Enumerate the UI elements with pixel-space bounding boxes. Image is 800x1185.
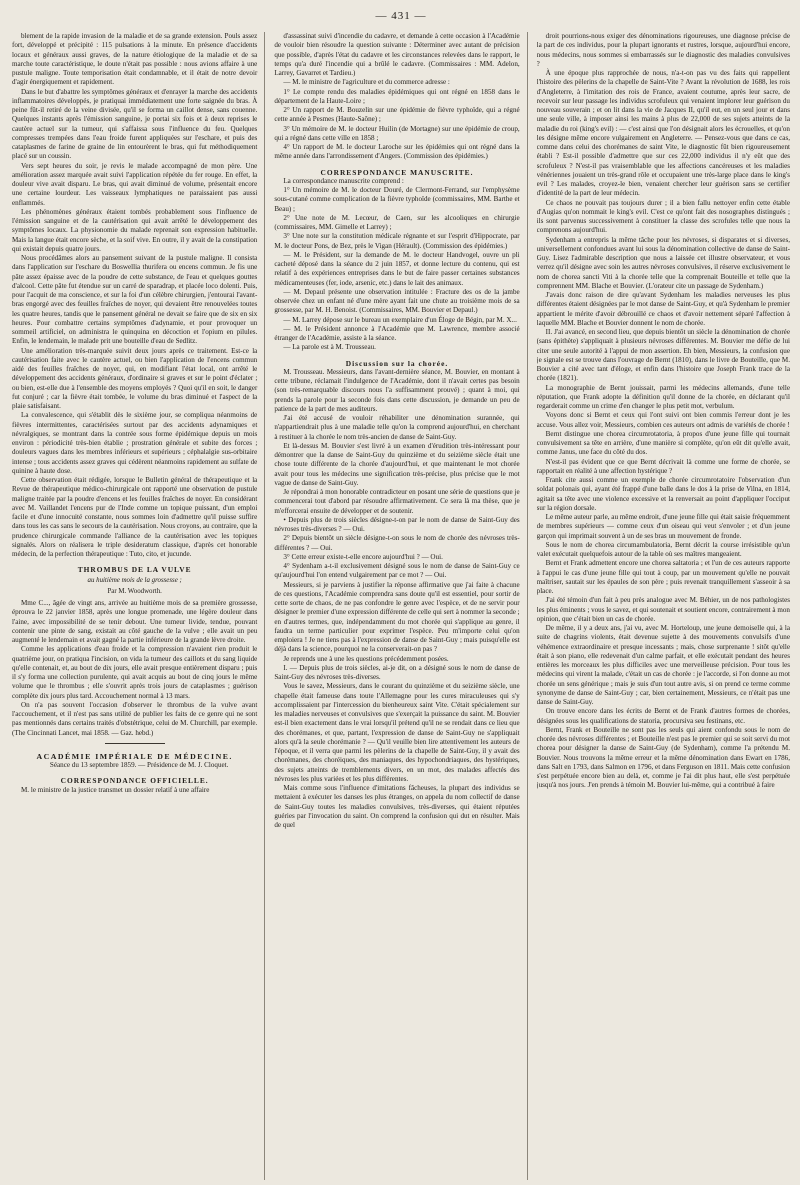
paragraph: 1° Un mémoire de M. le docteur Douré, de Clermont-Ferrand, sur l'emphysème sous-cutané comme complication de la fièvre typhoïde (commissaires, MM. Barthe et Beau) ; [274, 186, 520, 213]
paragraph: 3° Cette erreur existe-t-elle encore aujourd'hui ? — Oui. [283, 552, 443, 561]
paragraph: Je reprends une à une les questions précédemment posées. [283, 654, 449, 663]
paragraph: Vous le savez, Messieurs, dans le courant du quinzième et du seizième siècle, une chapelle était fameuse dans toute l'Allemagne pour les cures miraculeuses qui s'y accomplissaient par l'intercession du bienheureux saint Vite. C'était spécialement sur les maladies nerveuses et convulsives que s'exerçait la puissance du saint. M. Bouvier est-il bien exactement dans le vrai lorsqu'il prétend qu'il ne se rendait dans ce lieu que des chorémanes, et que, partant, l'expression de danse de Saint-Guy ne s'appliquait alors qu'à la seule chorémanie ? — Qu'il veuille bien lire attentivement les auteurs de l'époque, et il verra que parmi les pèlerins de la chapelle de Saint-Guy, il y avait des chorémanes, des choréiques, des maniaques, des hypochondriaques, des hystériques, des sujets atteints de tremblements divers, en un mot, des malades affectés des névroses les plus variées et les plus différentes. [274, 682, 520, 783]
paragraph: Dans le but d'abattre les symptômes généraux et d'enrayer la marche des accidents inflammatoires développés, je pratiquai immédiatement une forte saignée du bras. À peine fût-il retiré de la veine divisée, qu'il se forma un caillot dense, sans couenne. Quelques instants après l'émission sanguine, je portai six fois et à deux reprises le cautère actuel sur la tumeur, qui s'affaissa sous l'influence du feu. Quelques compresses trempées dans l'eau froide furent appliquées sur l'eschare, et puis des cataplasmes de farine de graine de lin entourèrent le bras, qui fut méthodiquement placé sur un coussin. [12, 87, 258, 161]
paragraph: Et là-dessus M. Bouvier s'est livré à un examen d'érudition très-intéressant pour démontrer que la danse de Saint-Guy du quinzième et du seizième siècle était une chose toute différente de la chorée d'aujourd'hui, et que maintenant le mot chorée avait pour tous les médecins une signification très-précise, plus précise que le mot vague de danse de Saint-Guy. [274, 441, 520, 487]
paragraph: II. J'ai avancé, en second lieu, que depuis bientôt un siècle la dénomination de chorée (sans épithète) s'appliquait à plusieurs névroses différentes. M. Bouvier me défie de lui citer une seule autorité à l'appui de mon assertion. Eh bien, Messieurs, la confusion que je signale est se trouve dans l'ouvrage de Bernt (1810), dans le livre de Bouteille, que M. Bouvier a cité avec tant d'éloge, et enfin dans l'histoire que Joseph Frank trace de la chorée (1821). [536, 328, 790, 383]
paragraph: À une époque plus rapprochée de nous, n'a-t-on pas vu des faits qui rappellent l'histoire des pèlerins de la chapelle de Saint-Vite ? Avant la révolution de 1688, les rois d'Angleterre, à l'imitation des rois de France, avaient coutume, après leur sacre, de recevoir sur leur passage les individus scrofuleux qui venaient implorer leur guérison du nouveau souverain ; et on lit dans la vie de Jacques II, qu'il eut, en un seul jour et dans une seule ville, à imposer ainsi les mains à plus de 22,000 de ses sujets atteints de la maladie du roi (king's evil) : — c'est ainsi que l'on désignait alors les écrouelles, et qu'on les désigne même encore vulgairement en Angleterre. — Pensez-vous que dans ce cas, comme dans celui des chorémanes de saint Vite, le diagnostic fût bien rigoureusement établi ? Est-il possible d'admettre que sur ces 22,000 individus il n'y eût que des scrofuleux ? N'est-il pas vraisemblable que les affections cancéreuses et les maladies vénériennes jouaient un très-grand rôle et occupaient une très-large place dans le king's evil ? Les malades, croyez-le bien, venaient chercher leur guérison sans se certifier d'identité de la part de leur médecin. [536, 69, 790, 198]
paragraph: Sydenham a entrepris la même tâche pour les névroses, si disparates et si diverses, universellement confondues avant lui sous la dénomination collective de danse de Saint-Guy. Lisez l'admirable description que nous a laissée cet illustre observateur, et vous verrez qu'il désigne avec soin les autres névroses convulsives, il réserve exclusivement le nom de chorea sancti Viti à la chorée telle que la comprenait Bouteille et telle que la comprennent MM. Blache et Bouvier. (L'orateur cite un passage de Sydenham.) [536, 235, 790, 290]
paragraph: Ce chaos ne pouvait pas toujours durer ; il a bien fallu nettoyer enfin cette étable d'Augias qu'on nommait le king's evil. C'est ce qu'ont fait des nosographes distingués ; ils sont parvenus successivement à constituer la classe des scrofules telle que nous la comprenons aujourd'hui. [536, 198, 790, 235]
paragraph: Bernt, Frank et Bouteille ne sont pas les seuls qui aient confondu sous le nom de chorée des névroses différentes ; et Bouteille n'est pas le premier qui se soit servi du mot chorea pour désigner la danse de Saint-Guy (de Sydenham), comme l'a prétendu M. Bouvier. Nous trouvons la même erreur et la même dénomination dans Ewart en 1786, dans Salt en 1793, dans Salmon en 1796, et dans Ferguson en 1811. Mais cette confusion s'est perpétuée encore bien au delà, et, comme je l'ai dit plus haut, elle s'est perpétuée jusqu'à nos jours. J'en prends à témoin M. Bouvier lui-même, qui a contribué à faire [536, 725, 790, 790]
paragraph: 2° Une note de M. Lecœur, de Caen, sur les alcooliques en chirurgie (commissaires, MM. Gimelle et Larrey) ; [274, 213, 520, 231]
paragraph: Vers sept heures du soir, je revis le malade accompagné de mon père. Une amélioration assez marquée avait suivi l'application répétée du fer rouge. En effet, la douleur vive avait disparu. Le bras, qui avait diminué de volume, présentait encore une certaine lourdeur. Les vaisseaux lymphatiques ne paraissaient pas aussi enflammés. [12, 161, 258, 207]
paragraph: d'assassinat suivi d'incendie du cadavre, et demande à cette occasion à l'Académie de vouloir bien résoudre la question suivante : Déterminer avec autant de précision que possible, d'après l'état du cadavre et les circonstances relevées dans le rapport, le temps qu'a duré l'incendie qui a brûlé le cadavre. (Commissaires : MM. Adelon, Larrey, Gavarret et Tardieu.) [274, 32, 520, 77]
paragraph: 4° Un rapport de M. le docteur Laroche sur les épidémies qui ont régné dans la même année dans l'arrondissement d'Angers. (Commission des épidémies.) [274, 143, 520, 161]
paragraph: Nous procédâmes alors au pansement suivant de la pustule maligne. Il consista dans l'application sur l'eschare du Boswellia thurifera ou encens commun. Je fis une pâte assez épaisse avec de la poudre de cette substance, de l'eau et quelques gouttes d'alcool. Cette pâte fut étendue sur un carré de sparadrap, et placée loco dolenti. Puis, pour l'acquit de ma conscience, et sur la foi d'un célèbre chirurgien, j'entourai l'avant-bras engorgé avec des feuilles fraîches de noyer, qui devaient être renouvelées toutes les quatre heures, tandis que le pansement général ne devait se faire que de six en six heures. Pour combattre certains symptômes d'adynamie, et pour provoquer un sommeil artificiel, on administra le quinquina en décoction et l'opium en pilules. Enfin, le lendemain, le malade prit une bouteille d'eau de Sedlitz. [12, 254, 258, 346]
paragraph: — M. Larrey dépose sur le bureau un exemplaire d'un Éloge de Bégin, par M. X... [283, 315, 517, 324]
paragraph: blement de la rapide invasion de la maladie et de sa grande extension. Pouls assez fort, développé et précipité : 115 pulsations à la minute. En présence d'accidents locaux et généraux aussi graves, de la nature étiologique de la maladie et de sa marche toute caractéristique, le doute n'était pas possible : nous avions affaire à une pustule maligne. Toute temporisation était condamnable, et il était de notre devoir d'agir énergiquement et rapidement. [12, 32, 258, 87]
paragraph: J'ai été accusé de vouloir réhabiliter une dénomination surannée, qui n'appartiendrait plus à une maladie telle qu'on la comprend aujourd'hui, en cherchant à restituer à la chorée le nom très-ancien de danse de Saint-Guy. [274, 414, 520, 441]
session-line: Séance du 13 septembre 1859. — Présidence de M. J. Cloquet. [49, 761, 229, 769]
column-3 [537, 32, 790, 1180]
text-columns [12, 32, 790, 1180]
paragraph: La convalescence, qui s'établit dès le sixième jour, se compliqua néanmoins de fièvres intermittentes, caractérisées surtout par des accidents adynamiques et névralgiques, se montrant dans la contrée sous forme épidémique depuis un mois environ : périodicité très-bien établie ; prostration générale et subite des forces ; douleurs vagues dans les membres inférieurs et supérieurs ; céphalalgie sus-orbitaire intense ; tous accidents assez graves qui cédèrent néanmoins rapidement au sulfate de quinine à haute dose. [12, 411, 258, 475]
paragraph: La correspondance manuscrite comprend : [283, 176, 404, 185]
paragraph: De même, il y a deux ans, j'ai vu, avec M. Horteloup, une jeune demoiselle qui, à la suite de chagrins violents, était devenue sujette à des mouvements convulsifs d'une véhémence extraordinaire et presque incessants ; mais, chose surprenante ! sitôt qu'elle était à son piano, elle redevenait d'un calme parfait, et elle exécutait pendant des heures entières les morceaux les plus difficiles avec une merveilleuse précision. Pour tous les médecins qui virent la malade, c'était un cas de chorée : je l'accorde, si l'on donne au mot chorée un sens générique ; mais je suis d'un tout autre avis, si on prend ce terme comme synonyme de danse de Saint-Guy ; car, bien certainement, Messieurs, ce n'était pas une danse de Saint-Guy. [536, 624, 790, 706]
paragraph: Une amélioration très-marquée suivit deux jours après ce traitement. Est-ce la cautérisation faite avec le cautère actuel, ou bien l'application de l'encens commun aidé des feuilles fraîches de noyer, qui, en modifiant l'état local, ont arrêté le développement des accidents généraux, d'ordinaire si graves et sur le point d'éclater ; ou bien, est-elle due à l'ensemble des moyens employés ? Quoi qu'il en soit, le danger fut conjuré ; car la fièvre était tombée, le volume du bras diminué et l'aspect de la plaie satisfaisant. [12, 346, 258, 410]
paragraph: On trouve encore dans les écrits de Bernt et de Frank d'autres formes de chorées, désignées sous les qualifications de statoria, procursiva seu festinans, etc. [536, 707, 790, 725]
paragraph: Mme C..., âgée de vingt ans, arrivée au huitième mois de sa première grossesse, éprouva le 22 janvier 1858, après une longue promenade, une légère douleur dans l'aine, avec impossibilité de se tenir debout. Une tumeur livide, tendue, pouvant contenir une pinte de sang, existait au côté gauche de la vulve ; elle avait un peu augmenté le lendemain et avait gagné la partie inférieure de la grande lèvre droite. [12, 599, 258, 644]
paragraph: J'ai été témoin d'un fait à peu près analogue avec M. Béhier, un de nos pathologistes les plus éminents ; vous le savez, et qui soutenait et soutient encore, contrairement à mon opinion, que c'était bien un cas de chorée. [536, 596, 790, 623]
paragraph: Bernt et Frank admettent encore une chorea saltatoria ; et l'un de ces auteurs rapporte à l'appui le cas d'une jeune fille qui tout à coup, par un mouvement qu'elle ne pouvait maîtriser, sautait sur les épaules de son père ; puis revenait tranquillement s'asseoir à sa place. [536, 559, 790, 595]
section-divider [105, 743, 165, 744]
paragraph: Mais comme sous l'influence d'imitations fâcheuses, la plupart des individus se mettaient à exécuter les danses les plus étranges, on appela du nom collectif de danse de Saint-Guy toutes les maladies convulsives, très-diverses, qui étaient réputées guéries par l'invocation du saint. On comprend la confusion qui dut en résulter. Mais de quel [274, 784, 520, 829]
column-2 [274, 32, 527, 1180]
paragraph: I. — Depuis plus de trois siècles, ai-je dit, on a désigné sous le nom de danse de Saint-Guy des névroses très-diverses. [274, 663, 520, 681]
paragraph: — M. le Président, sur la demande de M. le docteur Handvogel, ouvre un pli cacheté déposé dans la séance du 2 juin 1857, et donne lecture du contenu, qui est relatif à des expériences entreprises dans le but de faire passer certaines substances médicamenteuses (fer, iode, arsenic, etc.) dans le lait des animaux. [274, 250, 520, 287]
paragraph: J'avais donc raison de dire qu'avant Sydenham les maladies nerveuses les plus différentes étaient désignées par le mot danse de Saint-Guy, et qu'à Sydenham le premier appartient le mérite d'avoir débrouillé ce chaos et d'avoir nettement séparé l'affection à laquelle MM. Blache et Bouvier donnent le nom de chorée. [536, 291, 790, 327]
paragraph: Je répondrai à mon honorable contradicteur en posant une série de questions que je commencerai tout d'abord par résoudre affirmativement. Ce sera là ma thèse, que je m'efforcerai ensuite de développer et de soutenir. [274, 488, 520, 515]
paragraph: N'est-il pas évident que ce que Bernt décrivait là comme une forme de chorée, se rapportait en réalité à une affection hystérique ? [536, 457, 790, 475]
paragraph: M. Trousseau. Messieurs, dans l'avant-dernière séance, M. Bouvier, en montant à cette tribune, réclamait l'indulgence de l'Académie, dont il n'avait certes pas besoin (son très-remarquable discours nous l'a suffisamment prouvé) ; quant à moi, qui prends la parole pour la seconde fois dans cette discussion, je demande un peu de patience de la part de mes auditeurs. [274, 367, 520, 413]
paragraph: Sous le nom de chorea circumambulatoria, Bernt décrit la course irrésistible qu'un valet exécutait quelquefois autour de la table où ses maîtres mangeaient. [536, 540, 790, 558]
paragraph: Comme les applications d'eau froide et la compression n'avaient rien produit le quatrième jour, on pratiqua l'incision, on vida la tumeur des caillots et du sang liquide qu'elle contenait, et, au bout de dix jours, elle avait presque entièrement disparu ; puis il s'y forma une collection purulente, qui avait acquis au bout de cinq jours le même volume que le thrombus ; elle s'ouvrit après trois jours de cataplasmes ; guérison complète dix jours plus tard. Accouchement normal à 13 mars. [12, 645, 258, 700]
paragraph: Les phénomènes généraux étaient tombés probablement sous l'influence de l'émission sanguine et de la cautérisation qui avait arrêté le développement des symptômes locaux. La physionomie du malade reprenait son expression habituelle. Mais la langue était encore sèche, et la soif vive. En outre, il y avait de la constipation qui existait depuis quatre jours. [12, 207, 258, 253]
article-byline: Par M. Woodworth. [107, 587, 162, 595]
paragraph: 2° Depuis bientôt un siècle désigne-t-on sous le nom de chorée des névroses très-différentes ? — Oui. [274, 534, 520, 552]
correspondence-title: CORRESPONDANCE OFFICIELLE. [60, 776, 209, 786]
paragraph: 1° Le compte rendu des maladies épidémiques qui ont régné en 1858 dans le département de la Haute-Loire ; [274, 87, 520, 105]
correspondence-title: CORRESPONDANCE MANUSCRITE. [320, 167, 474, 177]
paragraph: M. le ministre de la justice transmet un dossier relatif à une affaire [21, 785, 210, 794]
article-subtitle: au huitième mois de la grossesse ; [87, 576, 182, 584]
paragraph: On n'a pas souvent l'occasion d'observer le thrombus de la vulve avant l'accouchement, et il n'est pas sans utilité de publier les faits de ce genre qui ne sont pas mentionnés dans certains traités d'obstétrique, celui de M. Churchill, par exemple. (The Cincinnati Lancet, mai 1858. — Gaz. hebd.) [12, 700, 258, 737]
paragraph: Bernt distingue une chorea circumrotatoria, à propos d'une jeune fille qui tournait convulsivement sa tête en arrière, d'une manière si complète, qu'on eût dit qu'elle avait, comme Janus, une face du côté du dos. [536, 429, 790, 457]
paragraph: • Depuis plus de trois siècles désigne-t-on par le nom de danse de Saint-Guy des névroses très-diverses ? — Oui. [274, 515, 520, 533]
paragraph: — M. Depaul présente une observation intitulée : Fracture des os de la jambe observée chez un enfant né d'une mère ayant fait une chute au troisième mois de sa grossesse, par M. H. Benoist. (Commissaires, MM. Bouvier et Depaul.) [274, 287, 520, 315]
paragraph: La monographie de Bernt jouissait, parmi les médecins allemands, d'une telle réputation, que Frank adopte la définition qu'il donne de la chorée, en déclarant qu'il regarderait comme un crime d'en changer le plus petit mot, verbulum. [536, 383, 790, 410]
paragraph: Voyons donc si Bernt et ceux qui l'ont suivi ont bien commis l'erreur dont je les accuse. Vous allez voir, Messieurs, combien ces auteurs ont admis de variétés de chorée ! [536, 411, 790, 429]
column-1 [12, 32, 265, 1180]
page-number: — 431 — [375, 10, 427, 22]
article-title: THROMBUS DE LA VULVE [77, 565, 192, 575]
paragraph: Cette observation était rédigée, lorsque le Bulletin général de thérapeutique et la Revue de thérapeutique médico-chirurgicale ont rapporté une observation de pustule maligne traitée par la poudre d'encens et les feuilles fraîches de noyer. En considérant avec M. Vaillandet l'encens pur de l'Inde comme un topique puissant, d'un emploi facile et d'une innocuité constante, nous sommes loin d'admettre qu'il puisse suffire dans tous les cas sans le secours de la cautérisation. Nous croyons, au contraire, que la prudence chirurgicale commande l'alliance de la cautérisation avec les topiques signalés. Alors on réalisera le triple desideratum classique, d'après cet honorable médecin, de la perfection thérapeutique : Tuto, cito, et jucunde. [12, 476, 258, 558]
paragraph: Le même auteur parle, au même endroit, d'une jeune fille qui était saisie fréquemment de membres supérieurs — comme ceux d'un oiseau qui veut s'envoler ; et d'un jeune garçon qui imprimait souvent à un de ses bras un mouvement de fronde. [536, 513, 790, 540]
paragraph: — M. le ministre de l'agriculture et du commerce adresse : [283, 78, 450, 87]
paragraph: — M. le Président annonce à l'Académie que M. Lawrence, membre associé étranger de l'Académie, assiste à la séance. [274, 324, 520, 342]
paragraph: 3° Une note sur la constitution médicale régnante et sur l'esprit d'Hippocrate, par M. le docteur Pons, de Bez, près le Vigan (Hérault). (Commission des épidémies.) [274, 232, 520, 250]
paragraph: droit pourrions-nous exiger des dénominations rigoureuses, une diagnose précise de la part de ces individus, pour la plupart ignorants et rustres, lorsque, aujourd'hui encore, nous médecins, nous sommes si embarrassés sur le diagnostic des maladies convulsives ? [536, 32, 790, 68]
paragraph: — La parole est à M. Trousseau. [283, 343, 376, 352]
paragraph: Messieurs, si je parviens à justifier la réponse affirmative que j'ai faite à chacune de ces questions, l'Académie comprendra sans doute qu'il est essentiel, pour sortir de cette sorte de chaos, de ne pas confondre le genre avec l'espèce, et de ne servir pour désigner le premier d'une expression différente de celle qui sert à nommer la seconde ; en d'autres termes, que, indépendamment du mot chorée qui s'applique au genre, il faudra un terme particulier pour exprimer l'espèce. Peu m'importe celui qu'on emploiera ! Je ne tiens pas à l'expression de danse de Saint-Guy ; mais puisqu'elle est déjà dans la science, pourquoi ne la conserverait-on pas ? [274, 580, 520, 654]
section-title: ACADÉMIE IMPÉRIALE DE MÉDECINE. [36, 751, 233, 761]
paragraph: 2° Un rapport de M. Bouzelin sur une épidémie de fièvre typhoïde, qui a régné cette année à Pesmes (Haute-Saône) ; [274, 106, 520, 124]
discussion-title: Discussion sur la chorée. [345, 358, 449, 368]
paragraph: 3° Un mémoire de M. le docteur Huilin (de Mortagne) sur une épidémie de croup, qui a régné dans cette ville en 1858 ; [274, 124, 520, 142]
paragraph: Frank cite aussi comme un exemple de chorée circumrotatoire l'observation d'un soldat polonais qui, ayant été frappé d'une balle dans le dos à la prise de Vilna, en 1814, agitait sa tête avec une violence excessive et la renversait au point d'appliquer l'occiput sur la région dorsale. [536, 476, 790, 512]
paragraph: 4° Sydenham a-t-il exclusivement désigné sous le nom de danse de Saint-Guy ce qu'aujourd'hui l'on entend vulgairement par ce mot ? — Oui. [274, 562, 520, 580]
